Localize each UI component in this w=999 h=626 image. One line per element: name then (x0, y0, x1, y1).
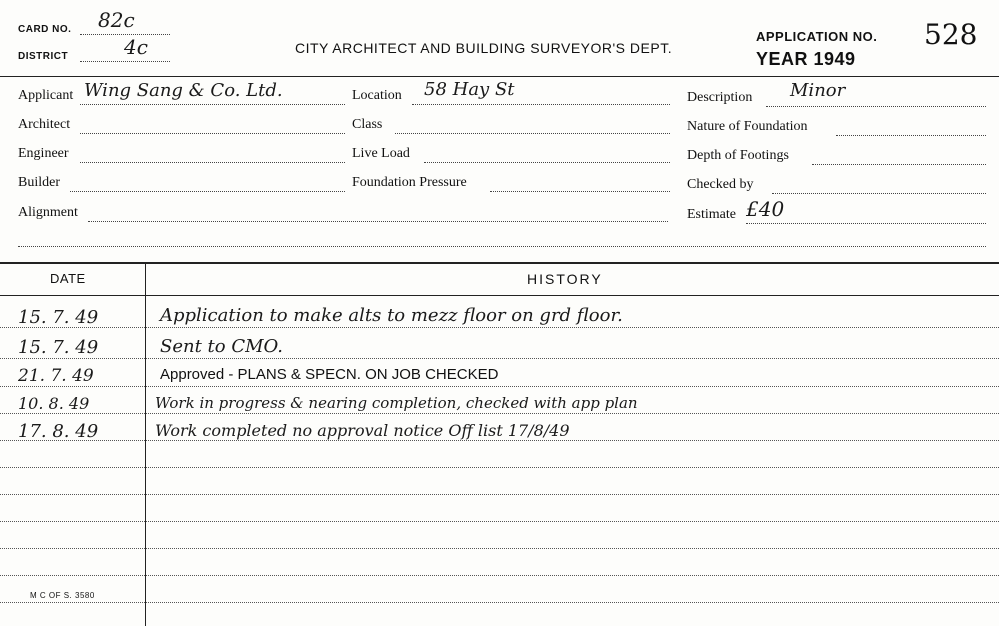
history-row-line (0, 327, 999, 328)
nature-of-foundation-dotted-line (836, 135, 986, 136)
history-text: Sent to CMO. (160, 336, 283, 357)
history-row-line (0, 386, 999, 387)
estimate-label: Estimate (687, 207, 736, 222)
history-row-line (0, 413, 999, 414)
builder-label: Builder (18, 175, 60, 190)
history-date: 15. 7. 49 (18, 337, 99, 358)
foundation-pressure-dotted-line (490, 191, 670, 192)
estimate-value: £40 (746, 197, 785, 221)
alignment-label: Alignment (18, 205, 78, 220)
date-column-divider (145, 264, 146, 626)
location-label: Location (352, 88, 402, 103)
class-dotted-line (395, 133, 670, 134)
application-no-label: APPLICATION NO. (756, 29, 878, 44)
blank-dotted-line (18, 246, 986, 247)
checked-by-dotted-line (772, 193, 986, 194)
history-date: 17. 8. 49 (18, 421, 99, 442)
history-row-line (0, 521, 999, 522)
district-label: DISTRICT (18, 51, 69, 62)
header-divider (0, 76, 999, 77)
history-column-header: HISTORY (527, 271, 603, 287)
history-row-line (0, 575, 999, 576)
estimate-dotted-line (746, 223, 986, 224)
history-row-line (0, 440, 999, 441)
form-code: M C OF S. 3580 (30, 591, 95, 600)
history-row-line (0, 358, 999, 359)
history-row-line (0, 494, 999, 495)
history-text: Work completed no approval notice Off list 17/8/49 (155, 421, 570, 440)
applicant-dotted-line (80, 104, 345, 105)
history-date: 15. 7. 49 (18, 307, 99, 328)
depth-of-footings-label: Depth of Footings (687, 148, 789, 163)
history-row-line (0, 548, 999, 549)
checked-by-label: Checked by (687, 177, 754, 192)
description-value: Minor (790, 80, 846, 101)
history-text: Approved - PLANS & SPECN. ON JOB CHECKED (160, 366, 499, 383)
year-label: YEAR 1949 (756, 49, 856, 69)
foundation-pressure-label: Foundation Pressure (352, 175, 467, 190)
application-no-value: 528 (924, 18, 978, 51)
architect-label: Architect (18, 117, 71, 132)
department-title: CITY ARCHITECT AND BUILDING SURVEYOR'S DEPT. (295, 40, 673, 56)
engineer-label: Engineer (18, 146, 69, 161)
district-value: 4c (124, 35, 148, 59)
live-load-dotted-line (424, 162, 670, 163)
history-row-line (0, 602, 999, 603)
history-text: Work in progress & nearing completion, checked with app plan (155, 394, 638, 412)
depth-of-footings-dotted-line (812, 164, 986, 165)
card-no-value: 82c (98, 8, 135, 32)
nature-of-foundation-label: Nature of Foundation (687, 119, 808, 134)
history-date: 21. 7. 49 (18, 366, 94, 386)
table-top-rule (0, 262, 999, 264)
applicant-label: Applicant (18, 88, 74, 103)
history-row-line (0, 467, 999, 468)
description-dotted-line (766, 106, 986, 107)
location-dotted-line (412, 104, 670, 105)
card-no-label: CARD NO. (18, 24, 72, 35)
description-label: Description (687, 90, 753, 105)
class-label: Class (352, 117, 383, 132)
engineer-dotted-line (80, 162, 345, 163)
alignment-dotted-line (88, 221, 668, 222)
location-value: 58 Hay St (424, 79, 515, 100)
builder-dotted-line (70, 191, 345, 192)
applicant-value: Wing Sang & Co. Ltd. (84, 80, 283, 101)
table-header-rule (0, 295, 999, 296)
architect-dotted-line (80, 133, 345, 134)
history-date: 10. 8. 49 (18, 394, 90, 413)
live-load-label: Live Load (352, 146, 410, 161)
district-dotted-line (80, 61, 170, 62)
date-column-header: DATE (50, 271, 86, 286)
history-text: Application to make alts to mezz floor on grd floor. (160, 305, 623, 326)
